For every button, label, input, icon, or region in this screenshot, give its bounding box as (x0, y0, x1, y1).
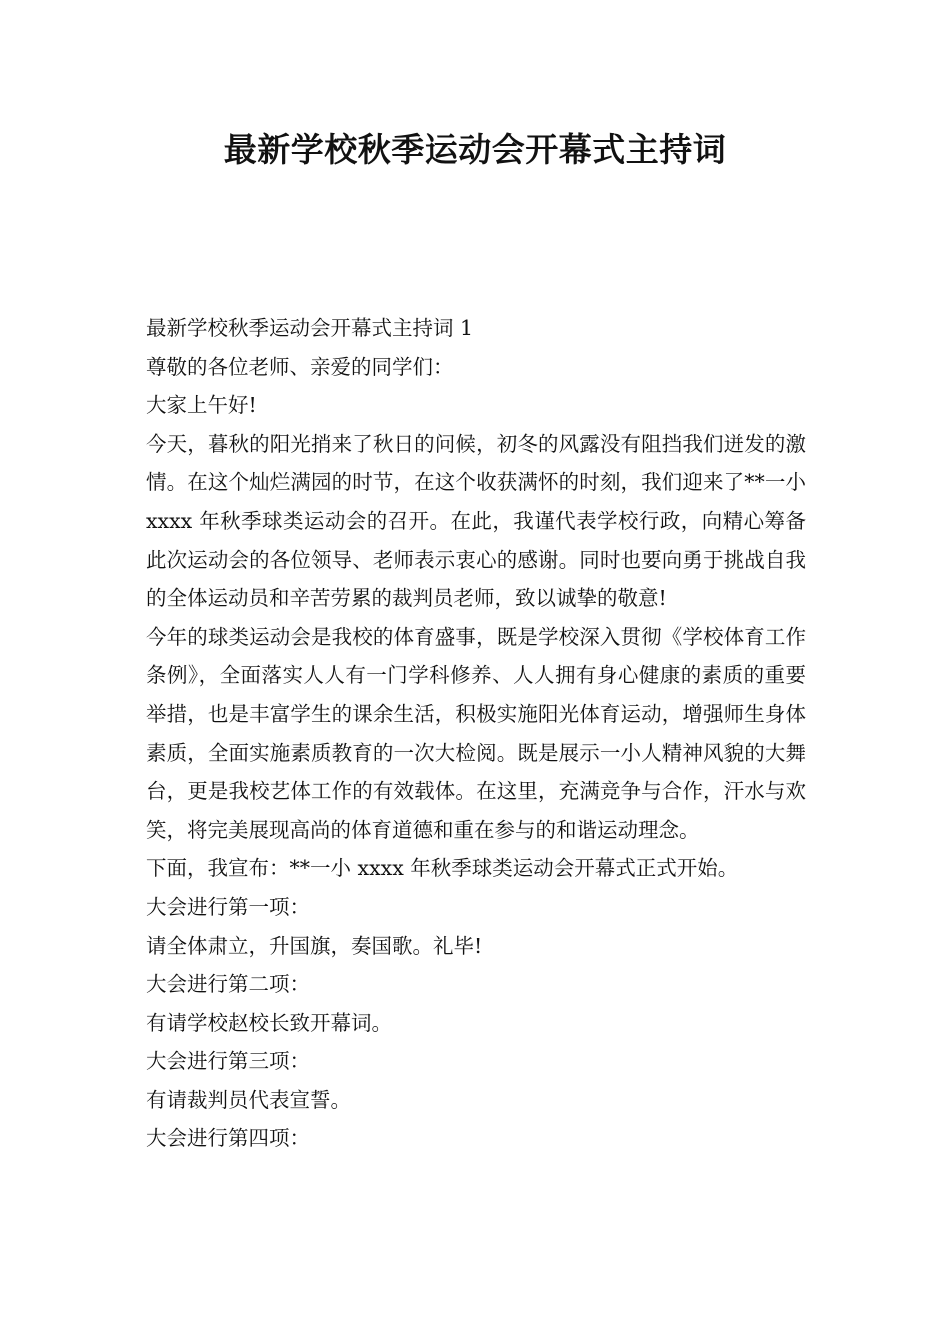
agenda-item-3: 大会进行第三项： (146, 1049, 310, 1074)
paragraph-greeting: 大家上午好! (146, 393, 257, 418)
paragraph-significance: 今年的球类运动会是我校的体育盛事，既是学校深入贯彻《学校体育工作条例》，全面落实人人有一门学科修养、人人拥有身心健康的素质的重要举措，也是丰富学生的课余生活，积极实施阳光体育运动，增强师生身体素质，全面实施素质教育的一次大检阅。既是展示一小人精神风貌的大舞台，更是我校艺体工作的有效载体。在这里，充满竞争与合作，汗水与欢笑，将完美展现高尚的体育道德和重在参与的和谐运动理念。 (146, 624, 806, 842)
agenda-item-1: 大会进行第一项： (146, 894, 310, 919)
document-title: 最新学校秋季运动会开幕式主持词 (223, 130, 727, 169)
agenda-detail-2: 有请学校赵校长致开幕词。 (146, 1010, 392, 1035)
agenda-item-4: 大会进行第四项： (146, 1126, 310, 1151)
agenda-item-2: 大会进行第二项： (146, 972, 310, 997)
paragraph-announcement: 下面，我宣布：**一小 xxxx 年秋季球类运动会开幕式正式开始。 (146, 856, 739, 881)
document-body (146, 309, 806, 1158)
paragraph-salutation: 尊敬的各位老师、亲爱的同学们： (146, 354, 454, 379)
paragraph-opening: 今天，暮秋的阳光捎来了秋日的问候，初冬的风露没有阻挡我们迸发的激情。在这个灿烂满园的时节，在这个收获满怀的时刻，我们迎来了**一小 xxxx 年秋季球类运动会的召开。在此，我谨代表学校行政，向精心筹备此次运动会的各位领导、老师表示衷心的感谢。同时也要向勇于挑战自我的全体运动员和辛苦劳累的裁判员老师，致以诚挚的敬意! (146, 431, 806, 611)
agenda-detail-1: 请全体肃立，升国旗，奏国歌。礼毕! (146, 933, 483, 958)
agenda-detail-3: 有请裁判员代表宣誓。 (146, 1087, 351, 1112)
paragraph-heading: 最新学校秋季运动会开幕式主持词 1 (146, 316, 474, 340)
